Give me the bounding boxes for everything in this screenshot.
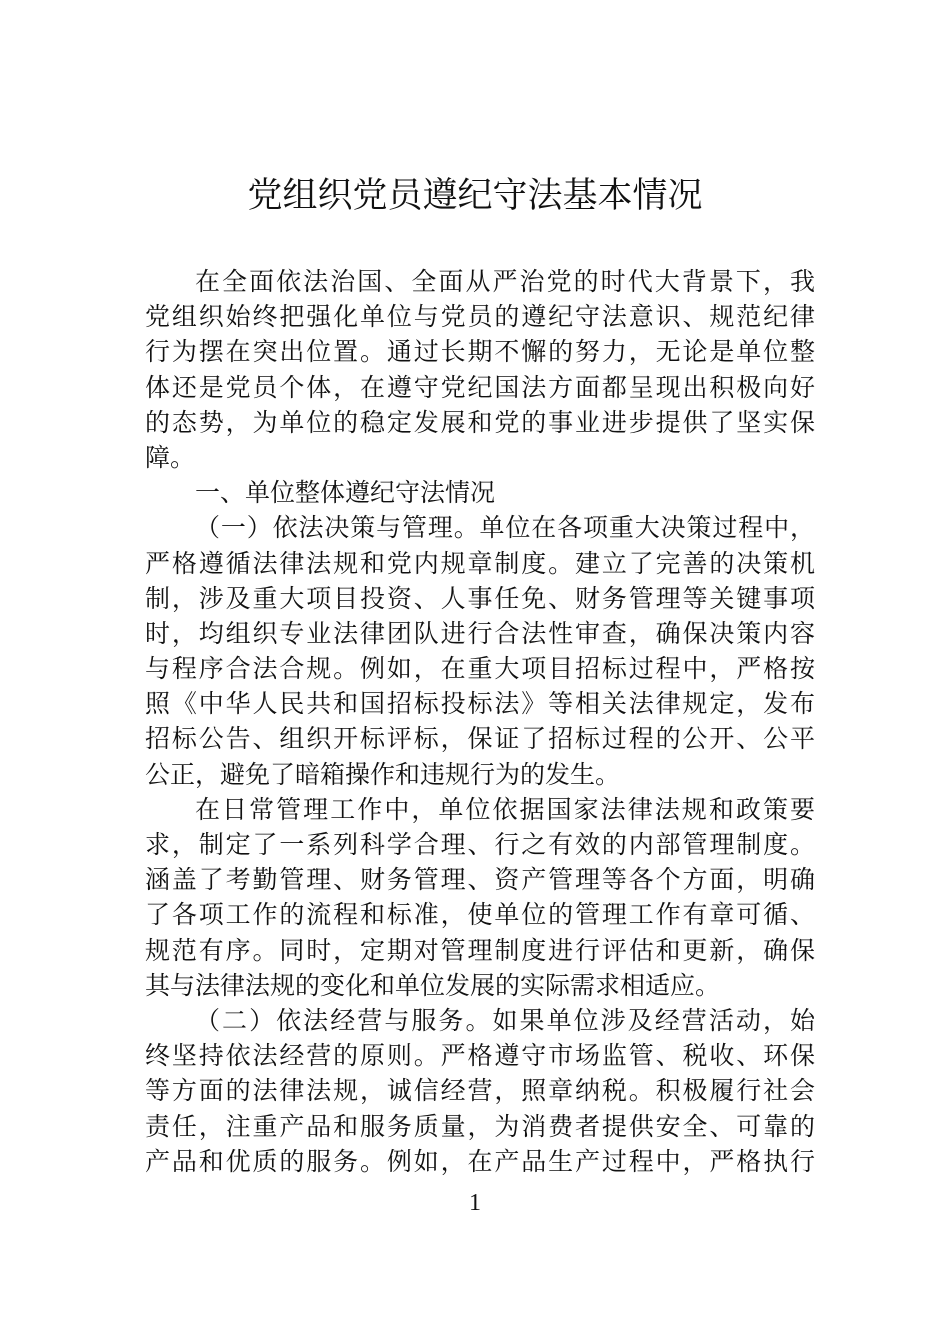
section-heading-1: 一、单位整体遵纪守法情况 <box>195 478 496 508</box>
body-line-16: 在日常管理工作中，单位依据国家法律法规和政策要 <box>195 794 815 824</box>
body-line-26: 产品和优质的服务。例如，在产品生产过程中，严格执行 <box>145 1146 815 1176</box>
page-number: 1 <box>469 1190 481 1216</box>
body-line-6: 障。 <box>145 442 196 472</box>
body-line-9: 严格遵循法律法规和党内规章制度。建立了完善的决策机 <box>145 548 815 578</box>
body-line-18: 涵盖了考勤管理、财务管理、资产管理等各个方面，明确 <box>145 865 815 895</box>
body-line-2: 党组织始终把强化单位与党员的遵纪守法意识、规范纪律 <box>145 302 815 332</box>
body-line-8: （一）依法决策与管理。单位在各项重大决策过程中， <box>195 513 815 543</box>
body-line-4: 体还是党员个体，在遵守党纪国法方面都呈现出积极向好 <box>145 372 815 402</box>
document-body <box>145 264 815 1179</box>
body-line-23: 终坚持依法经营的原则。严格遵守市场监管、税收、环保 <box>145 1041 815 1071</box>
body-line-22: （二）依法经营与服务。如果单位涉及经营活动，始 <box>195 1005 815 1035</box>
body-line-24: 等方面的法律法规，诚信经营，照章纳税。积极履行社会 <box>145 1076 815 1106</box>
body-line-19: 了各项工作的流程和标准，使单位的管理工作有章可循、 <box>145 900 815 930</box>
body-line-10: 制，涉及重大项目投资、人事任免、财务管理等关键事项 <box>145 583 815 613</box>
body-line-13: 照《中华人民共和国招标投标法》等相关法律规定，发布 <box>145 689 815 719</box>
body-line-15: 公正，避免了暗箱操作和违规行为的发生。 <box>145 759 621 789</box>
body-line-14: 招标公告、组织开标评标，保证了招标过程的公开、公平 <box>145 724 815 754</box>
body-line-20: 规范有序。同时，定期对管理制度进行评估和更新，确保 <box>145 935 815 965</box>
body-line-3: 行为摆在突出位置。通过长期不懈的努力，无论是单位整 <box>145 337 815 367</box>
body-line-17: 求，制定了一系列科学合理、行之有效的内部管理制度。 <box>145 830 815 859</box>
body-line-5: 的态势，为单位的稳定发展和党的事业进步提供了坚实保 <box>145 407 815 437</box>
body-line-1: 在全面依法治国、全面从严治党的时代大背景下，我 <box>195 267 815 296</box>
body-line-25: 责任，注重产品和服务质量，为消费者提供安全、可靠的 <box>145 1111 815 1141</box>
document-title: 党组织党员遵纪守法基本情况 <box>247 176 703 216</box>
body-line-11: 时，均组织专业法律团队进行合法性审查，确保决策内容 <box>145 618 815 648</box>
body-line-12: 与程序合法合规。例如，在重大项目招标过程中，严格按 <box>145 654 815 684</box>
body-line-21: 其与法律法规的变化和单位发展的实际需求相适应。 <box>145 970 721 1000</box>
